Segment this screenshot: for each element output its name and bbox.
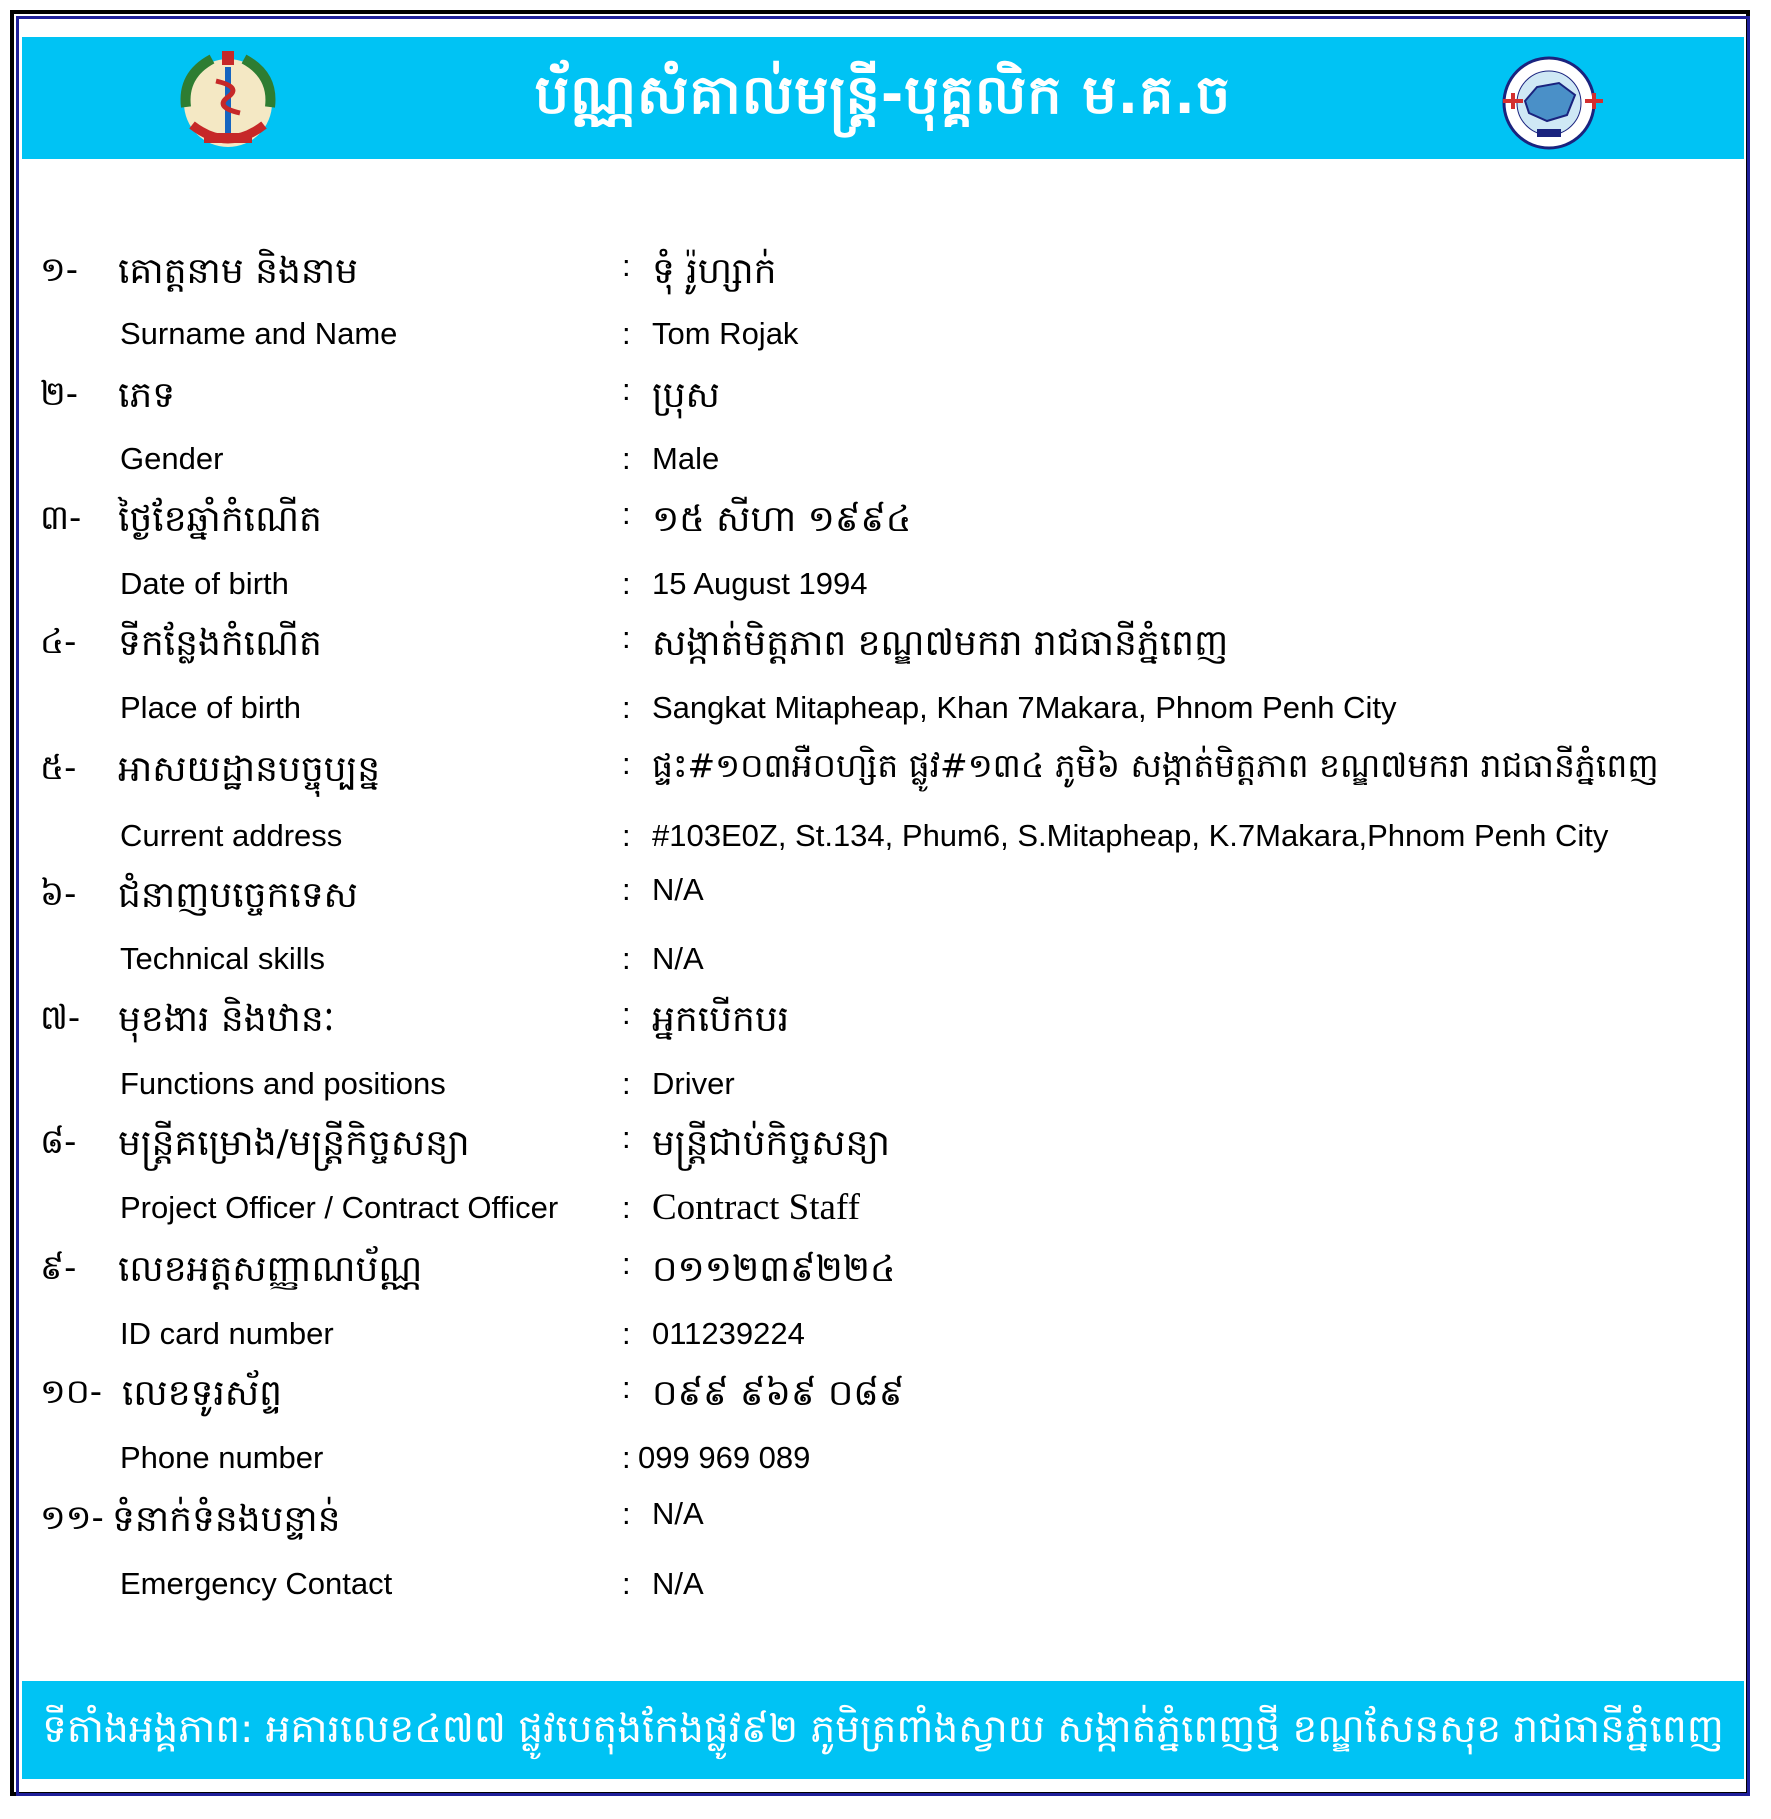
field-number: ៥- [40,748,77,788]
office-location: ទីតាំងអង្គភាព: អគារលេខ៤៧៧ ផ្លូវបេតុងកែងផ្លូវ៩២ ភូមិត្រពាំងស្វាយ សង្កាត់ភ្នំពេញថ្មី ខណ្ឌសែនសុខ រាជធានីភ្នំពេញ [42,1707,1724,1752]
field-value-km: មន្ត្រីជាប់កិច្ចសន្យា [652,1123,891,1164]
colon: : [622,941,631,976]
field-value-km: ទុំ រ៉ូហ្សាក់ [652,251,777,292]
field-label-en: Surname and Name [120,316,398,351]
colon: : [622,441,631,476]
colon: : [622,1316,631,1351]
field-label-km: លេខទូរស័ព្ទ [122,1373,282,1414]
field-value-km: N/A [652,872,704,907]
field-value-en: Male [652,441,720,476]
colon: : [622,690,631,725]
field-value-en: Driver [652,1066,735,1101]
colon: : [622,746,631,781]
field-label-km: ទីកន្លែងកំណើត [118,623,322,664]
field-label-km: អាសយដ្ឋានបច្ចុប្បន្ន [118,749,381,790]
field-value-en: Tom Rojak [652,316,799,351]
colon: : [622,1190,631,1225]
field-label-en: Place of birth [120,690,301,725]
field-value-en: N/A [652,941,704,976]
field-label-km: ទំនាក់ទំនងបន្ទាន់ [112,1499,341,1540]
field-value-km: សង្កាត់មិត្តភាព ខណ្ឌ៧មករា រាជធានីភ្នំពេញ [652,623,1229,664]
colon: : [622,818,631,853]
colon: : [622,566,631,601]
field-value-en: 099 969 089 [638,1440,811,1475]
field-number: ២- [40,374,79,414]
colon: : [622,1120,631,1155]
field-value-km: អ្នកបើកបរ [652,999,790,1040]
field-value-en: N/A [652,1566,704,1601]
colon: : [622,372,631,407]
colon: : [622,1566,631,1601]
field-value-en: #103E0Z, St.134, Phum6, S.Mitapheap, K.7Makara,Phnom Penh City [652,818,1609,853]
card-header [22,37,1744,159]
field-number: ១០- [40,1372,103,1412]
colon: : [622,1066,631,1101]
colon: : [622,1370,631,1405]
colon: : [622,996,631,1031]
field-value-km: ០១១២៣៩២២៤ [652,1249,896,1290]
field-label-en: Functions and positions [120,1066,446,1101]
field-value-km: N/A [652,1496,704,1531]
field-label-km: ជំនាញបច្ចេកទេស [118,875,358,916]
field-value-en: Contract Staff [652,1187,860,1228]
field-label-en: Phone number [120,1440,324,1475]
colon: : [622,248,631,283]
field-number: ៩- [40,1248,77,1288]
field-number: ១- [40,250,79,290]
field-value-km: ផ្ទះ#១០៣អឺ០ហ្សិត ផ្លូវ#១៣៤ ភូមិ៦ សង្កាត់មិត្តភាព ខណ្ឌ៧មករា រាជធានីភ្នំពេញ [652,746,1659,785]
field-label-en: Project Officer / Contract Officer [120,1190,559,1225]
colon: : [622,620,631,655]
field-number: ៨- [40,1122,77,1162]
field-label-km: មុខងារ និងឋានៈ [118,999,335,1040]
card-title: ប័ណ្ណសំគាល់មន្ត្រី-បុគ្គលិក ម.គ.ច [534,63,1232,126]
field-label-km: ថ្ងៃខែឆ្នាំកំណើត [118,499,322,540]
field-label-km: គោត្តនាម និងនាម [118,251,358,292]
card-footer [22,1681,1744,1779]
field-number: ៧- [40,998,81,1038]
field-label-km: មន្ត្រីគម្រោង/មន្ត្រីកិច្ចសន្យា [118,1123,470,1164]
field-number: ៣- [40,498,82,538]
field-label-en: Gender [120,441,224,476]
field-value-en: 15 August 1994 [652,566,868,601]
field-value-km: ០៩៩ ៩៦៩ ០៨៩ [652,1373,905,1414]
field-label-en: Technical skills [120,941,326,976]
field-label-en: Date of birth [120,566,289,601]
colon: : [622,1246,631,1281]
colon: : [622,316,631,351]
field-label-en: Current address [120,818,343,853]
colon: : [622,1440,631,1475]
colon: : [622,872,631,907]
colon: : [622,1496,631,1531]
organization-logo-icon [1497,51,1607,151]
colon: : [622,496,631,531]
field-number: ១១- [40,1498,104,1538]
field-value-km: ប្រុស [652,375,720,416]
field-value-en: Sangkat Mitapheap, Khan 7Makara, Phnom Penh City [652,690,1397,725]
field-label-en: ID card number [120,1316,334,1351]
field-value-en: 011239224 [652,1316,805,1351]
field-number: ៦- [40,874,77,914]
field-number: ៤- [40,622,77,662]
field-label-en: Emergency Contact [120,1566,393,1601]
field-value-km: ១៥ សីហា ១៩៩៤ [652,499,912,540]
field-label-km: លេខអត្តសញ្ញាណប័ណ្ណ [118,1249,423,1290]
field-label-km: ភេទ [118,375,176,416]
